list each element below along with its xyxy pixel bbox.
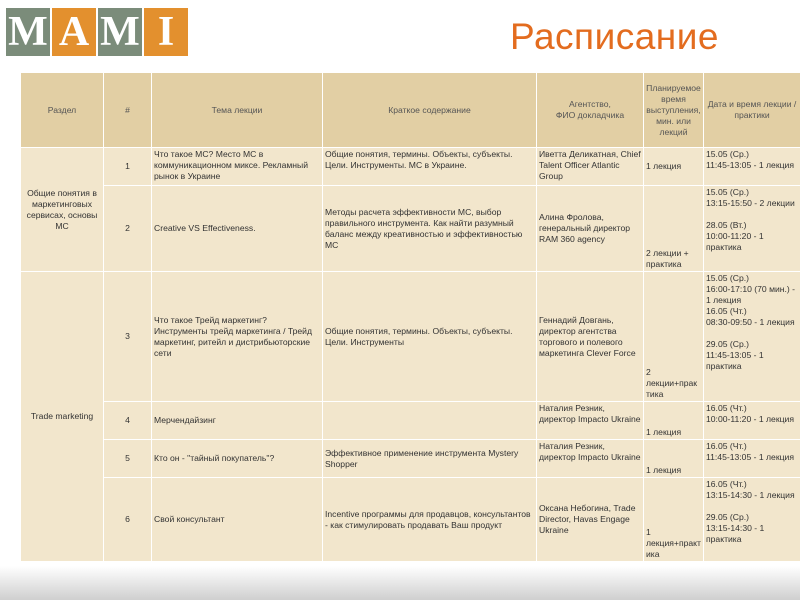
header-number: # xyxy=(104,73,152,148)
planned-cell: 1 лекция+практика xyxy=(644,478,704,562)
section-cell: Общие понятия в маркетинговых сервисах, основы МС xyxy=(21,148,104,272)
summary-cell: Incentive программы для продавцов, консультантов - как стимулировать продавать Ваш продукт xyxy=(323,478,537,562)
row-number: 1 xyxy=(104,148,152,186)
row-number: 5 xyxy=(104,440,152,478)
agency-cell: Оксана Небогина, Trade Director, Havas Engage Ukraine xyxy=(537,478,644,562)
page-title: Расписание xyxy=(510,16,719,57)
logo-letter: А xyxy=(52,8,96,56)
agency-cell: Наталия Резник, директор Impacto Ukraine xyxy=(537,402,644,440)
topic-cell: Мерчендайзинг xyxy=(152,402,323,440)
summary-cell xyxy=(323,402,537,440)
summary-cell: Общие понятия, термины. Объекты, субъекты. Цели. Инструменты. МС в Украине. xyxy=(323,148,537,186)
datetime-cell: 15.05 (Ср.) 11:45-13:05 - 1 лекция xyxy=(704,148,800,186)
agency-cell: Наталия Резник, директор Impacto Ukraine xyxy=(537,440,644,478)
table-row xyxy=(21,478,800,562)
planned-cell: 2 лекции+практика xyxy=(644,272,704,402)
row-number: 2 xyxy=(104,186,152,272)
row-number: 4 xyxy=(104,402,152,440)
table-row xyxy=(21,148,800,186)
header-topic: Тема лекции xyxy=(152,73,323,148)
agency-cell: Геннадий Довгань, директор агентства торгового и полевого маркетинга Clever Force xyxy=(537,272,644,402)
header-agency: Агентство, ФИО докладчика xyxy=(537,73,644,148)
schedule-table xyxy=(20,72,800,562)
header-planned: Планируемое время выступления, мин. или лекций xyxy=(644,73,704,148)
summary-cell: Методы расчета эффективности МС, выбор правильного инструмента. Как найти разумный баланс между креативностью и эффективностью МС xyxy=(323,186,537,272)
header-section: Раздел xyxy=(21,73,104,148)
logo-letter: І xyxy=(144,8,188,56)
datetime-cell: 15.05 (Ср.) 16:00-17:10 (70 мин.) - 1 лекция 16.05 (Чт.) 08:30-09:50 - 1 лекция 29.05 (Ср.) 11:45-13:05 - 1 практика xyxy=(704,272,800,402)
planned-cell: 1 лекция xyxy=(644,440,704,478)
logo-letter: М xyxy=(6,8,50,56)
table-row xyxy=(21,272,800,402)
agency-cell: Иветта Деликатная, Chief Talent Officer Atlantic Group xyxy=(537,148,644,186)
header-datetime: Дата и время лекции / практики xyxy=(704,73,800,148)
table-row xyxy=(21,186,800,272)
logo-letter: М xyxy=(98,8,142,56)
datetime-cell: 16.05 (Чт.) 10:00-11:20 - 1 лекция xyxy=(704,402,800,440)
bottom-gradient-bar xyxy=(0,566,800,600)
agency-cell: Алина Фролова, генеральный директор RAM 360 agency xyxy=(537,186,644,272)
datetime-cell: 15.05 (Ср.) 13:15-15:50 - 2 лекции 28.05 (Вт.) 10:00-11:20 - 1 практика xyxy=(704,186,800,272)
section-cell: Trade marketing xyxy=(21,272,104,562)
topic-cell: Creative VS Effectiveness. xyxy=(152,186,323,272)
logo xyxy=(6,8,190,56)
row-number: 3 xyxy=(104,272,152,402)
header-summary: Краткое содержание xyxy=(323,73,537,148)
table-header-row xyxy=(21,73,800,148)
datetime-cell: 16.05 (Чт.) 11:45-13:05 - 1 лекция xyxy=(704,440,800,478)
table-row xyxy=(21,440,800,478)
planned-cell: 2 лекции + практика xyxy=(644,186,704,272)
summary-cell: Эффективное применение инструмента Mystery Shopper xyxy=(323,440,537,478)
row-number: 6 xyxy=(104,478,152,562)
schedule-table-container xyxy=(20,72,800,560)
topic-cell: Что такое МС? Место МС в коммуникационном миксе. Рекламный рынок в Украине xyxy=(152,148,323,186)
topic-cell: Кто он - "тайный покупатель"? xyxy=(152,440,323,478)
summary-cell: Общие понятия, термины. Объекты, субъекты. Цели. Инструменты xyxy=(323,272,537,402)
planned-cell: 1 лекция xyxy=(644,148,704,186)
topic-cell: Что такое Трейд маркетинг? Инструменты трейд маркетинга / Трейд маркетинг, ритейл и дистрибьюторские сети xyxy=(152,272,323,402)
topic-cell: Свой консультант xyxy=(152,478,323,562)
planned-cell: 1 лекция xyxy=(644,402,704,440)
table-row xyxy=(21,402,800,440)
datetime-cell: 16.05 (Чт.) 13:15-14:30 - 1 лекция 29.05 (Ср.) 13:15-14:30 - 1 практика xyxy=(704,478,800,562)
